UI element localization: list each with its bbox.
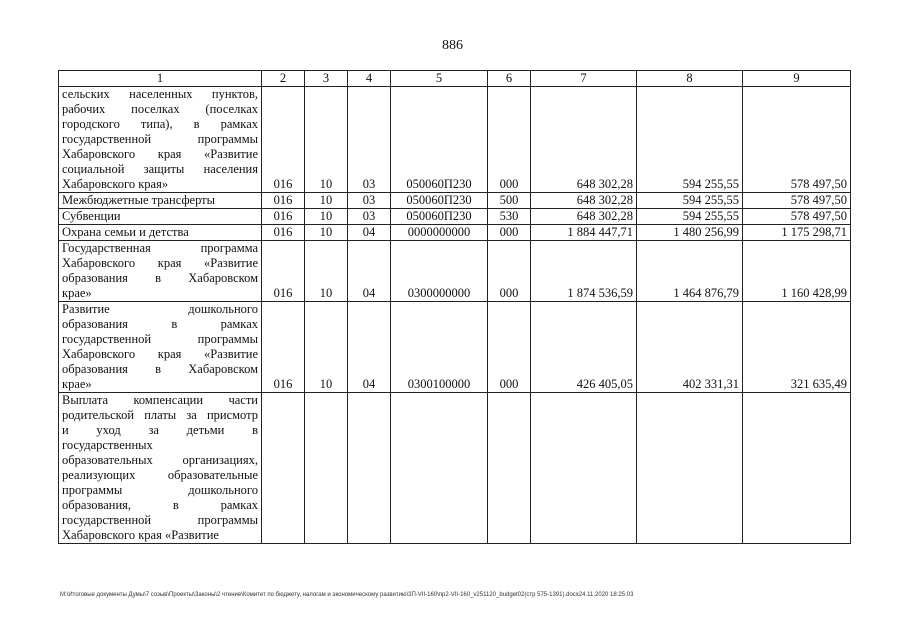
row-name-line: Межбюджетные трансферты	[62, 193, 216, 207]
cell-col-6	[488, 393, 531, 544]
cell-col-7: 426 405,05	[531, 302, 637, 393]
cell-col-7: 648 302,28	[531, 193, 637, 209]
cell-col-2: 016	[262, 241, 305, 302]
cell-col-2: 016	[262, 87, 305, 193]
cell-col-8: 594 255,55	[637, 193, 743, 209]
cell-col-9: 578 497,50	[743, 209, 851, 225]
page-number: 886	[442, 38, 463, 53]
budget-table	[58, 70, 851, 544]
row-name-line: государственной программы	[62, 513, 258, 527]
row-name	[59, 193, 262, 209]
cell-col-7: 648 302,28	[531, 209, 637, 225]
cell-col-4: 04	[348, 302, 391, 393]
cell-col-5: 050060П230	[391, 193, 488, 209]
table-row	[59, 193, 851, 209]
cell-col-4	[348, 393, 391, 544]
cell-col-6: 500	[488, 193, 531, 209]
cell-col-9: 1 160 428,99	[743, 241, 851, 302]
cell-col-6: 530	[488, 209, 531, 225]
cell-col-4: 03	[348, 87, 391, 193]
table-row	[59, 302, 851, 393]
cell-col-2: 016	[262, 209, 305, 225]
row-name-line: социальной защиты населения	[62, 162, 258, 176]
row-name-line: Хабаровского края «Развитие	[62, 528, 219, 542]
cell-col-6: 000	[488, 302, 531, 393]
table-row	[59, 225, 851, 241]
header-row	[59, 71, 851, 87]
cell-col-5: 0300100000	[391, 302, 488, 393]
cell-col-8: 402 331,31	[637, 302, 743, 393]
cell-col-3: 10	[305, 87, 348, 193]
row-name	[59, 241, 262, 302]
table-row	[59, 393, 851, 544]
cell-col-3: 10	[305, 193, 348, 209]
row-name-line: образования в Хабаровском	[62, 271, 258, 285]
cell-col-9: 1 175 298,71	[743, 225, 851, 241]
row-name-line: реализующих образовательные	[62, 468, 258, 482]
cell-col-5: 0000000000	[391, 225, 488, 241]
table-row	[59, 87, 851, 193]
row-name-line: государственной программы	[62, 132, 258, 146]
column-header-6: 6	[488, 71, 531, 87]
column-header-1: 1	[59, 71, 262, 87]
cell-col-2: 016	[262, 225, 305, 241]
row-name-line: рабочих поселках (поселках	[62, 102, 258, 116]
row-name	[59, 87, 262, 193]
footer-file-path: M:\Итоговые документы Думы\7 созыв\Проекты\Законы\2 чтение\Комитет по бюджету, налогам и экономическому развитию\3П-VII-160\пр2-VII-160_v251120_budget02(стр 575-1391).docx24.11.2020 18:25:03	[60, 592, 634, 598]
cell-col-4: 04	[348, 241, 391, 302]
cell-col-9: 578 497,50	[743, 193, 851, 209]
cell-col-5	[391, 393, 488, 544]
cell-col-2: 016	[262, 193, 305, 209]
cell-col-6: 000	[488, 241, 531, 302]
table-body	[59, 87, 851, 544]
cell-col-7	[531, 393, 637, 544]
row-name	[59, 209, 262, 225]
cell-col-2	[262, 393, 305, 544]
row-name-line: Хабаровского края «Развитие	[62, 147, 258, 161]
cell-col-3	[305, 393, 348, 544]
column-header-9: 9	[743, 71, 851, 87]
row-name-line: Хабаровского края «Развитие	[62, 347, 258, 361]
cell-col-2: 016	[262, 302, 305, 393]
row-name-line: родительской платы за присмотр	[62, 408, 258, 422]
row-name-line: Государственная программа	[62, 241, 258, 255]
row-name-line: Охрана семьи и детства	[62, 225, 189, 239]
column-header-8: 8	[637, 71, 743, 87]
row-name	[59, 225, 262, 241]
cell-col-6: 000	[488, 225, 531, 241]
row-name-line: программы дошкольного	[62, 483, 258, 497]
row-name-line: Выплата компенсации части	[62, 393, 258, 407]
cell-col-4: 03	[348, 209, 391, 225]
row-name-line: Развитие дошкольного	[62, 302, 258, 316]
row-name-line: крае»	[62, 286, 92, 300]
cell-col-3: 10	[305, 209, 348, 225]
row-name-line: образования, в рамках	[62, 498, 258, 512]
cell-col-4: 03	[348, 193, 391, 209]
cell-col-3: 10	[305, 241, 348, 302]
cell-col-8	[637, 393, 743, 544]
cell-col-9: 578 497,50	[743, 87, 851, 193]
table-row	[59, 209, 851, 225]
row-name-line: образования в Хабаровском	[62, 362, 258, 376]
row-name	[59, 302, 262, 393]
cell-col-5: 050060П230	[391, 209, 488, 225]
row-name-line: образовательных организациях,	[62, 453, 258, 467]
cell-col-8: 1 480 256,99	[637, 225, 743, 241]
cell-col-9	[743, 393, 851, 544]
row-name-line: Хабаровского края»	[62, 177, 169, 191]
cell-col-8: 1 464 876,79	[637, 241, 743, 302]
cell-col-9: 321 635,49	[743, 302, 851, 393]
row-name-line: и уход за детьми в	[62, 423, 258, 437]
table-row	[59, 241, 851, 302]
row-name-line: городского типа), в рамках	[62, 117, 258, 131]
cell-col-6: 000	[488, 87, 531, 193]
column-header-3: 3	[305, 71, 348, 87]
column-header-7: 7	[531, 71, 637, 87]
row-name-line: сельских населенных пунктов,	[62, 87, 258, 101]
cell-col-7: 1 874 536,59	[531, 241, 637, 302]
column-header-5: 5	[391, 71, 488, 87]
cell-col-4: 04	[348, 225, 391, 241]
cell-col-7: 1 884 447,71	[531, 225, 637, 241]
cell-col-7: 648 302,28	[531, 87, 637, 193]
row-name-line: образования в рамках	[62, 317, 258, 331]
column-header-4: 4	[348, 71, 391, 87]
cell-col-8: 594 255,55	[637, 209, 743, 225]
column-header-2: 2	[262, 71, 305, 87]
cell-col-8: 594 255,55	[637, 87, 743, 193]
row-name-line: Хабаровского края «Развитие	[62, 256, 258, 270]
cell-col-3: 10	[305, 225, 348, 241]
cell-col-5: 050060П230	[391, 87, 488, 193]
row-name	[59, 393, 262, 544]
row-name-line: государственной программы	[62, 332, 258, 346]
cell-col-3: 10	[305, 302, 348, 393]
row-name-line: крае»	[62, 377, 92, 391]
cell-col-5: 0300000000	[391, 241, 488, 302]
row-name-line: государственных	[62, 438, 153, 452]
row-name-line: Субвенции	[62, 209, 121, 223]
